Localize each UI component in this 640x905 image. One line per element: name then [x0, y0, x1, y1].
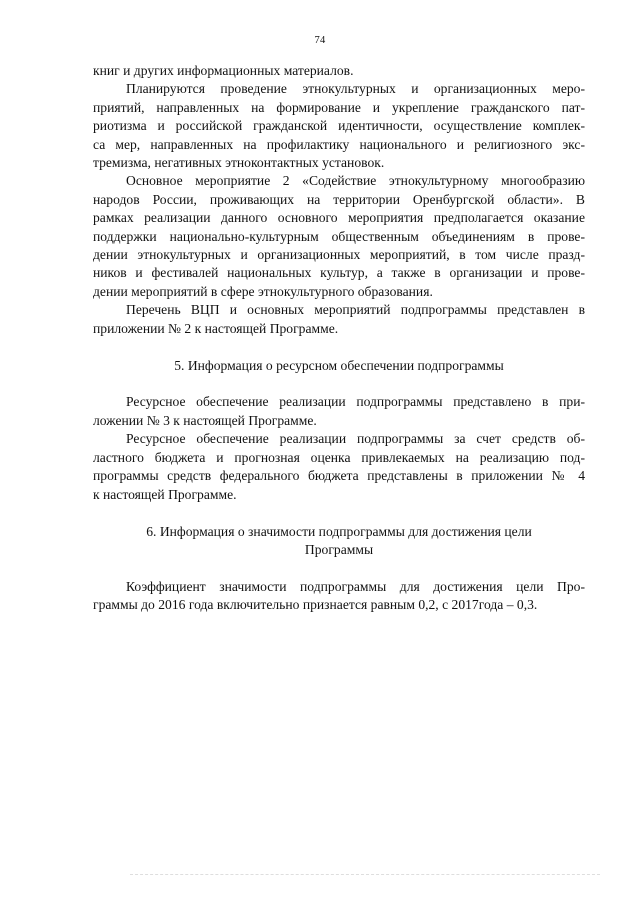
section-heading-6: 6. Информация о значимости подпрограммы для достижения цели	[146, 523, 532, 539]
text-line: дении этнокультурных и организационных мероприятий, в том числе празд-	[93, 247, 585, 263]
text-line: дении мероприятий в сфере этнокультурного образования.	[93, 283, 433, 299]
text-line: приложении № 2 к настоящей Программе.	[93, 320, 339, 336]
spacer	[93, 559, 585, 578]
section-heading-6-continued: Программы	[304, 541, 374, 557]
page-number: 74	[314, 35, 326, 46]
text-line: Планируются проведение этнокультурных и организационных меро-	[126, 81, 585, 97]
text-line: народов России, проживающих на территории Оренбургской области». В	[93, 191, 585, 207]
text-line: тремизма, негативных этноконтактных установок.	[93, 155, 385, 171]
scan-artifact	[130, 874, 600, 876]
text-line: рамках реализации данного основного мероприятия предполагается оказание	[93, 210, 585, 226]
text-line: Ресурсное обеспечение реализации подпрограммы за счет средств об-	[126, 431, 585, 447]
text-line: приятий, направленных на формирование и укрепление гражданского пат-	[93, 99, 585, 115]
text-line: ложении № 3 к настоящей Программе.	[93, 412, 317, 428]
document-body	[93, 62, 585, 615]
text-line: поддержки национально-культурным общественным объединениям в прове-	[93, 228, 585, 244]
text-line: программы средств федерального бюджета представлены в приложении № 4	[93, 468, 585, 484]
text-line: Основное мероприятие 2 «Содействие этнокультурному многообразию	[126, 173, 585, 189]
text-line: Перечень ВЦП и основных мероприятий подпрограммы представлен в	[126, 302, 585, 318]
text-line: Ресурсное обеспечение реализации подпрограммы представлено в при-	[126, 394, 585, 410]
spacer	[93, 504, 585, 523]
section-heading-5: 5. Информация о ресурсном обеспечении подпрограммы	[174, 357, 504, 373]
text-line: Коэффициент значимости подпрограммы для достижения цели Про-	[126, 578, 585, 594]
text-line: к настоящей Программе.	[93, 486, 237, 502]
spacer	[93, 375, 585, 393]
text-line: граммы до 2016 года включительно признается равным 0,2, с 2017года – 0,3.	[93, 597, 538, 613]
text-line: са мер, направленных на профилактику национального и религиозного экс-	[93, 136, 585, 152]
text-line: ластного бюджета и прогнозная оценка привлекаемых на реализацию под-	[93, 449, 585, 465]
text-line: книг и других информационных материалов.	[93, 63, 354, 78]
text-line: риотизма и российской гражданской идентичности, осуществление комплек-	[93, 118, 585, 134]
text-line: ников и фестивалей национальных культур, а также в организации и прове-	[93, 265, 585, 281]
spacer	[93, 338, 585, 357]
